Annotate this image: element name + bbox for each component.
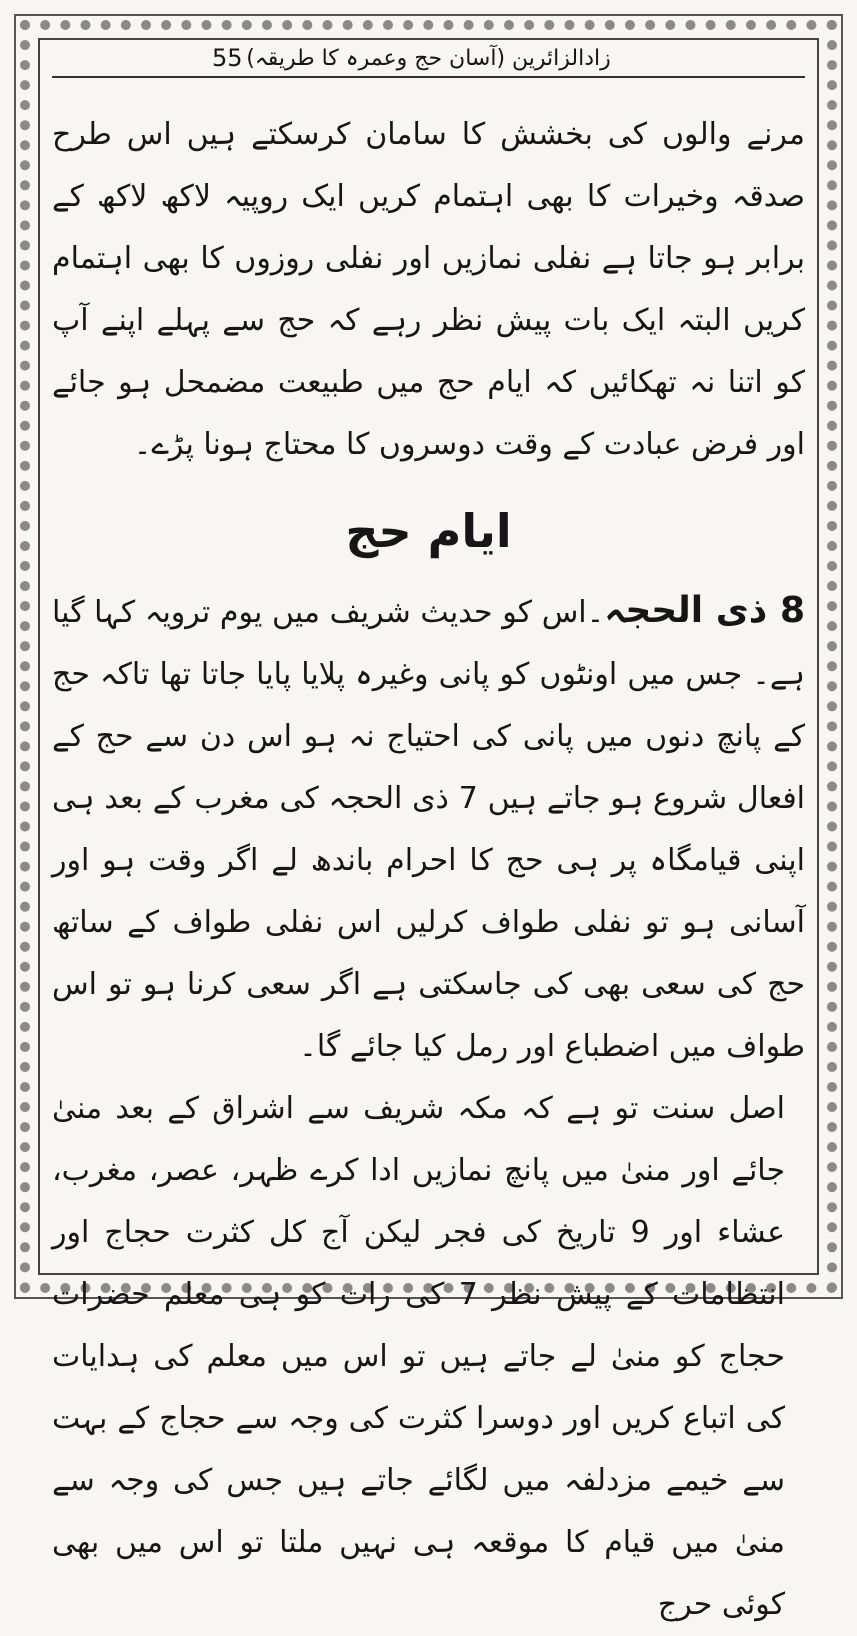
section-heading: ایام حج — [345, 504, 512, 558]
section-paragraph-2: اصل سنت تو ہے کہ مکہ شریف سے اشراق کے بعد منیٰ جائے اور منیٰ میں پانچ نمازیں ادا کرے ظہر، عصر، مغرب، عشاء اور 9 تاریخ کی فجر لیکن آج کل کثرت حجاج اور انتظامات کے پیش نظر 7 کی رات کو ہی معلم حضرات حجاج کو منیٰ لے جاتے ہیں تو اس میں معلم کی ہدایات کی اتباع کریں اور دوسرا کثرت کی وجہ سے حجاج کے بہت سے خیمے مزدلفہ میں لگائے جاتے ہیں جس کی وجہ سے منیٰ میں قیام کا موقعہ ہی نہیں ملتا تو اس میں بھی کوئی حرج — [52, 1091, 786, 1622]
section-paragraph-1 — [52, 580, 805, 1078]
page-number: 55 — [212, 44, 243, 72]
running-header — [52, 40, 805, 78]
page-content — [52, 40, 805, 1622]
section-lead-date: 8 ذی الحجہ — [604, 590, 805, 631]
intro-paragraph: مرنے والوں کی بخشش کا سامان کرسکتے ہیں اس طرح صدقہ وخیرات کا بھی اہتمام کریں ایک روپیہ لاکھ لاکھ کے برابر ہو جاتا ہے نفلی نمازیں اور نفلی روزوں کا بھی اہتمام کریں البتہ ایک بات پیش نظر رہے کہ حج سے پہلے اپنے آپ کو اتنا نہ تھکائیں کہ ایام حج میں طبیعت مضمحل ہو جائے اور فرض عبادت کے وقت دوسروں کا محتاج ہونا پڑے۔ — [52, 117, 805, 462]
section-paragraph-1-text: ۔اس کو حدیث شریف میں یوم ترویہ کہا گیا ہے۔ جس میں اونٹوں کو پانی وغیرہ پلایا پایا جاتا تھا تاکہ حج کے پانچ دنوں میں پانی کی احتیاج نہ ہو اس دن سے حج کے افعال شروع ہو جاتے ہیں 7 ذی الحجہ کی مغرب کے بعد ہی اپنی قیامگاہ پر ہی حج کا احرام باندھ لے اگر وقت ہو اور آسانی ہو تو نفلی طواف کرلیں اس نفلی طواف کے ساتھ حج کی سعی بھی کی جاسکتی ہے اگر سعی کرنا ہو تو اس طواف میں اضطباع اور رمل کیا جائے گا۔ — [52, 595, 805, 1064]
book-title: زادالزائرین (آسان حج وعمرہ کا طریقہ) — [246, 45, 611, 71]
